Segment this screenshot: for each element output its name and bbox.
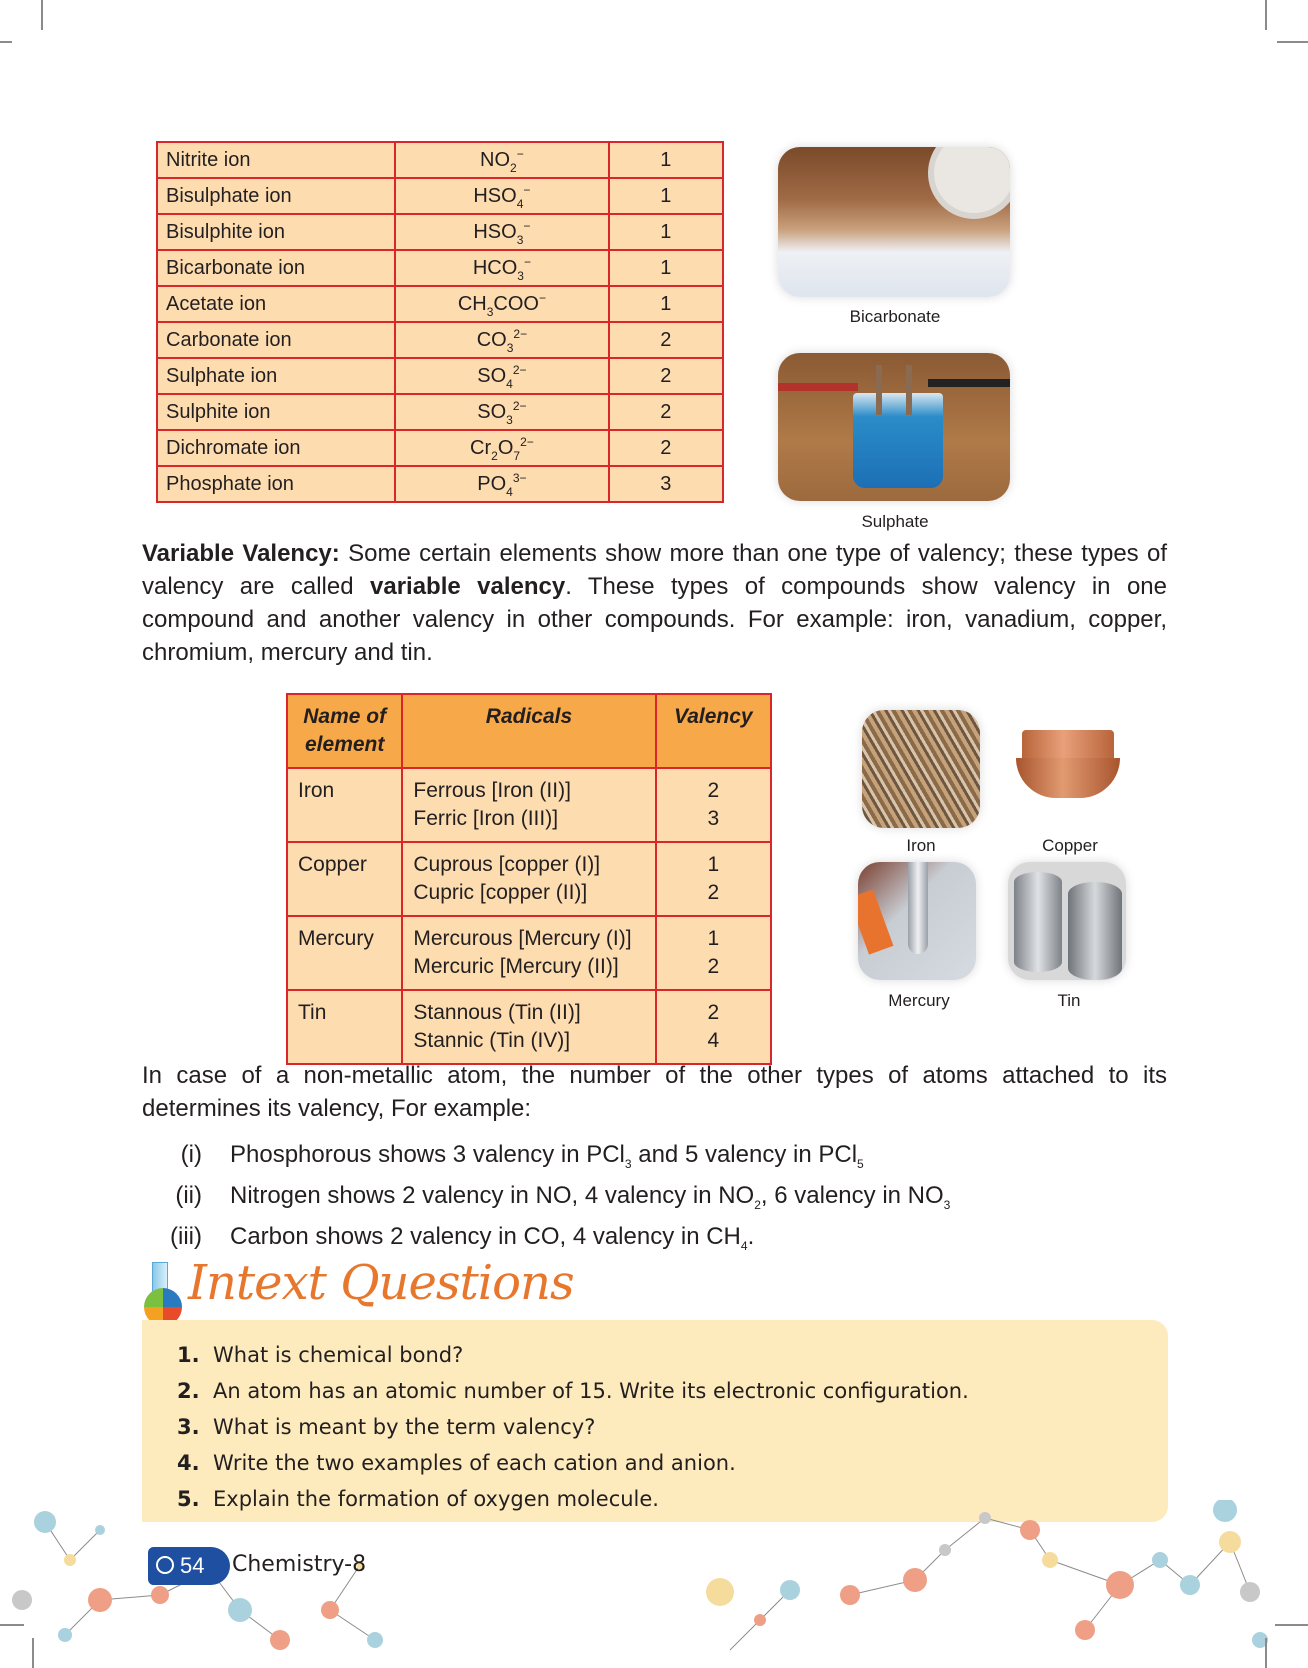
ion-formula: $NO_2^-$: [395, 142, 608, 178]
table-row: [157, 142, 723, 178]
header-radicals: Radicals: [402, 694, 655, 768]
question-text: An atom has an atomic number of 15. Write its electronic configuration.: [213, 1379, 969, 1403]
ion-formula: $CO_3^{2-}$: [395, 322, 608, 358]
example-text: Phosphorous shows 3 valency in PCl$_3$ and 5 valency in PCl$_5$: [230, 1141, 864, 1171]
question-item: [177, 1342, 463, 1368]
ion-valency: 1: [609, 142, 723, 178]
ion-name: Bisulphate ion: [157, 178, 395, 214]
ion-name: Carbonate ion: [157, 322, 395, 358]
mercury-photo: [858, 862, 976, 980]
ion-valency: 1: [609, 250, 723, 286]
tin-caption: Tin: [1057, 991, 1081, 1010]
question-text: What is chemical bond?: [213, 1343, 464, 1367]
ion-valency: 3: [609, 466, 723, 502]
page-number-badge: [148, 1547, 230, 1585]
copper-photo: [1008, 718, 1128, 818]
ion-valency: 2: [609, 322, 723, 358]
ion-formula: $PO_4^{3-}$: [395, 466, 608, 502]
book-title: Chemistry-8: [232, 1552, 367, 1577]
copper-caption: Copper: [1042, 836, 1098, 855]
table-row: [157, 214, 723, 250]
variable-valency-heading: Variable Valency:: [142, 540, 340, 567]
crop-mark-bottom-right-h: [1275, 1624, 1308, 1626]
valency-cell: 1 2: [656, 842, 771, 916]
question-text: Write the two examples of each cation and anion.: [213, 1451, 736, 1475]
question-number: 5.: [177, 1487, 200, 1511]
question-item: [177, 1414, 595, 1440]
table-row: [157, 322, 723, 358]
intext-questions-box: [142, 1320, 1168, 1522]
example-text: Carbon shows 2 valency in CO, 4 valency in $CH_4$.: [230, 1223, 755, 1253]
crop-mark-bottom-left-v: [32, 1638, 34, 1668]
table-row: [157, 358, 723, 394]
ion-formula: $HSO_4^-$: [395, 178, 608, 214]
element-name: Mercury: [287, 916, 402, 990]
ion-name: Acetate ion: [157, 286, 395, 322]
table-row: [287, 768, 771, 842]
non-metal-paragraph: In case of a non-metallic atom, the number of the other types of atoms attached to its determines its valency, For example:: [142, 1062, 1167, 1122]
question-item: [177, 1378, 969, 1404]
example-number: (iii): [170, 1223, 202, 1250]
valency-cell: 1 2: [656, 916, 771, 990]
ion-formula: $SO_3^{2-}$: [395, 394, 608, 430]
tin-photo: [1008, 862, 1126, 980]
crop-mark-top-left-v: [41, 0, 43, 30]
table-row: [157, 466, 723, 502]
ion-formula: $CH_3COO^-$: [395, 286, 608, 322]
iron-photo: [862, 710, 980, 828]
header-valency: Valency: [656, 694, 771, 768]
ion-name: Bisulphite ion: [157, 214, 395, 250]
ion-name: Bicarbonate ion: [157, 250, 395, 286]
example-item: [142, 1222, 1142, 1256]
crop-mark-top-right-h: [1277, 41, 1308, 43]
example-number: (ii): [175, 1182, 202, 1209]
element-name: Iron: [287, 768, 402, 842]
ion-name: Nitrite ion: [157, 142, 395, 178]
example-item: [142, 1140, 1142, 1174]
page-number: 54: [180, 1553, 205, 1578]
radicals-cell: Mercurous [Mercury (I)] Mercuric [Mercury (II)]: [402, 916, 655, 990]
crop-mark-top-right-v: [1265, 0, 1267, 30]
iron-caption: Iron: [906, 836, 936, 855]
ion-formula: $HCO_3^-$: [395, 250, 608, 286]
table-row: [287, 990, 771, 1064]
header-element: Name of element: [287, 694, 402, 768]
ion-name: Dichromate ion: [157, 430, 395, 466]
table-row: [287, 916, 771, 990]
ion-name: Sulphate ion: [157, 358, 395, 394]
ion-name: Sulphite ion: [157, 394, 395, 430]
question-text: Explain the formation of oxygen molecule.: [213, 1487, 659, 1511]
sulphate-photo: [778, 353, 1010, 501]
example-item: [142, 1181, 1142, 1215]
ion-valency: 2: [609, 430, 723, 466]
ion-valency: 1: [609, 214, 723, 250]
ion-valency: 2: [609, 394, 723, 430]
ion-formula: $SO_4^{2-}$: [395, 358, 608, 394]
valency-cell: 2 3: [656, 768, 771, 842]
table-row: [157, 250, 723, 286]
question-number: 3.: [177, 1415, 200, 1439]
ion-formula: $HSO_3^-$: [395, 214, 608, 250]
table-row: [157, 286, 723, 322]
radicals-cell: Stannous (Tin (II)] Stannic (Tin (IV)]: [402, 990, 655, 1064]
question-number: 2.: [177, 1379, 200, 1403]
crop-mark-bottom-left-h: [0, 1624, 24, 1626]
swirl-icon: [156, 1556, 174, 1574]
question-number: 4.: [177, 1451, 200, 1475]
ion-valency: 2: [609, 358, 723, 394]
variable-valency-table: [286, 693, 772, 1065]
ion-valency: 1: [609, 286, 723, 322]
valency-cell: 2 4: [656, 990, 771, 1064]
bicarbonate-photo: [778, 147, 1010, 297]
crop-mark-top-left-h: [0, 41, 12, 43]
variable-valency-paragraph: Variable Valency: Some certain elements show more than one type of valency; these types of valency are called variable valency. These types of compounds show valency in one compound and another valency in other compounds. For example: iron, vanadium, copper, chromium, mercury and tin.: [142, 540, 1167, 666]
table-row: [157, 178, 723, 214]
example-number: (i): [180, 1141, 202, 1168]
element-name: Copper: [287, 842, 402, 916]
ion-valency-table: [156, 141, 724, 503]
ion-valency: 1: [609, 178, 723, 214]
question-item: [177, 1450, 736, 1476]
example-text: Nitrogen shows 2 valency in NO, 4 valency in $NO_2$, 6 valency in $NO_3$: [230, 1182, 951, 1212]
ion-name: Phosphate ion: [157, 466, 395, 502]
ion-formula: $Cr_2O_7^{2-}$: [395, 430, 608, 466]
question-text: What is meant by the term valency?: [213, 1415, 596, 1439]
element-name: Tin: [287, 990, 402, 1064]
table-row: [287, 842, 771, 916]
table-row: [157, 430, 723, 466]
mercury-caption: Mercury: [888, 991, 950, 1010]
sulphate-caption: Sulphate: [861, 512, 929, 531]
intext-questions-title: Intext Questions: [188, 1255, 574, 1311]
question-number: 1.: [177, 1343, 200, 1367]
crop-mark-bottom-right-v: [1265, 1638, 1267, 1668]
radicals-cell: Ferrous [Iron (II)] Ferric [Iron (III)]: [402, 768, 655, 842]
intext-icon: [142, 1262, 184, 1326]
radicals-cell: Cuprous [copper (I)] Cupric [copper (II)]: [402, 842, 655, 916]
table-row: [157, 394, 723, 430]
bicarbonate-caption: Bicarbonate: [849, 307, 941, 326]
